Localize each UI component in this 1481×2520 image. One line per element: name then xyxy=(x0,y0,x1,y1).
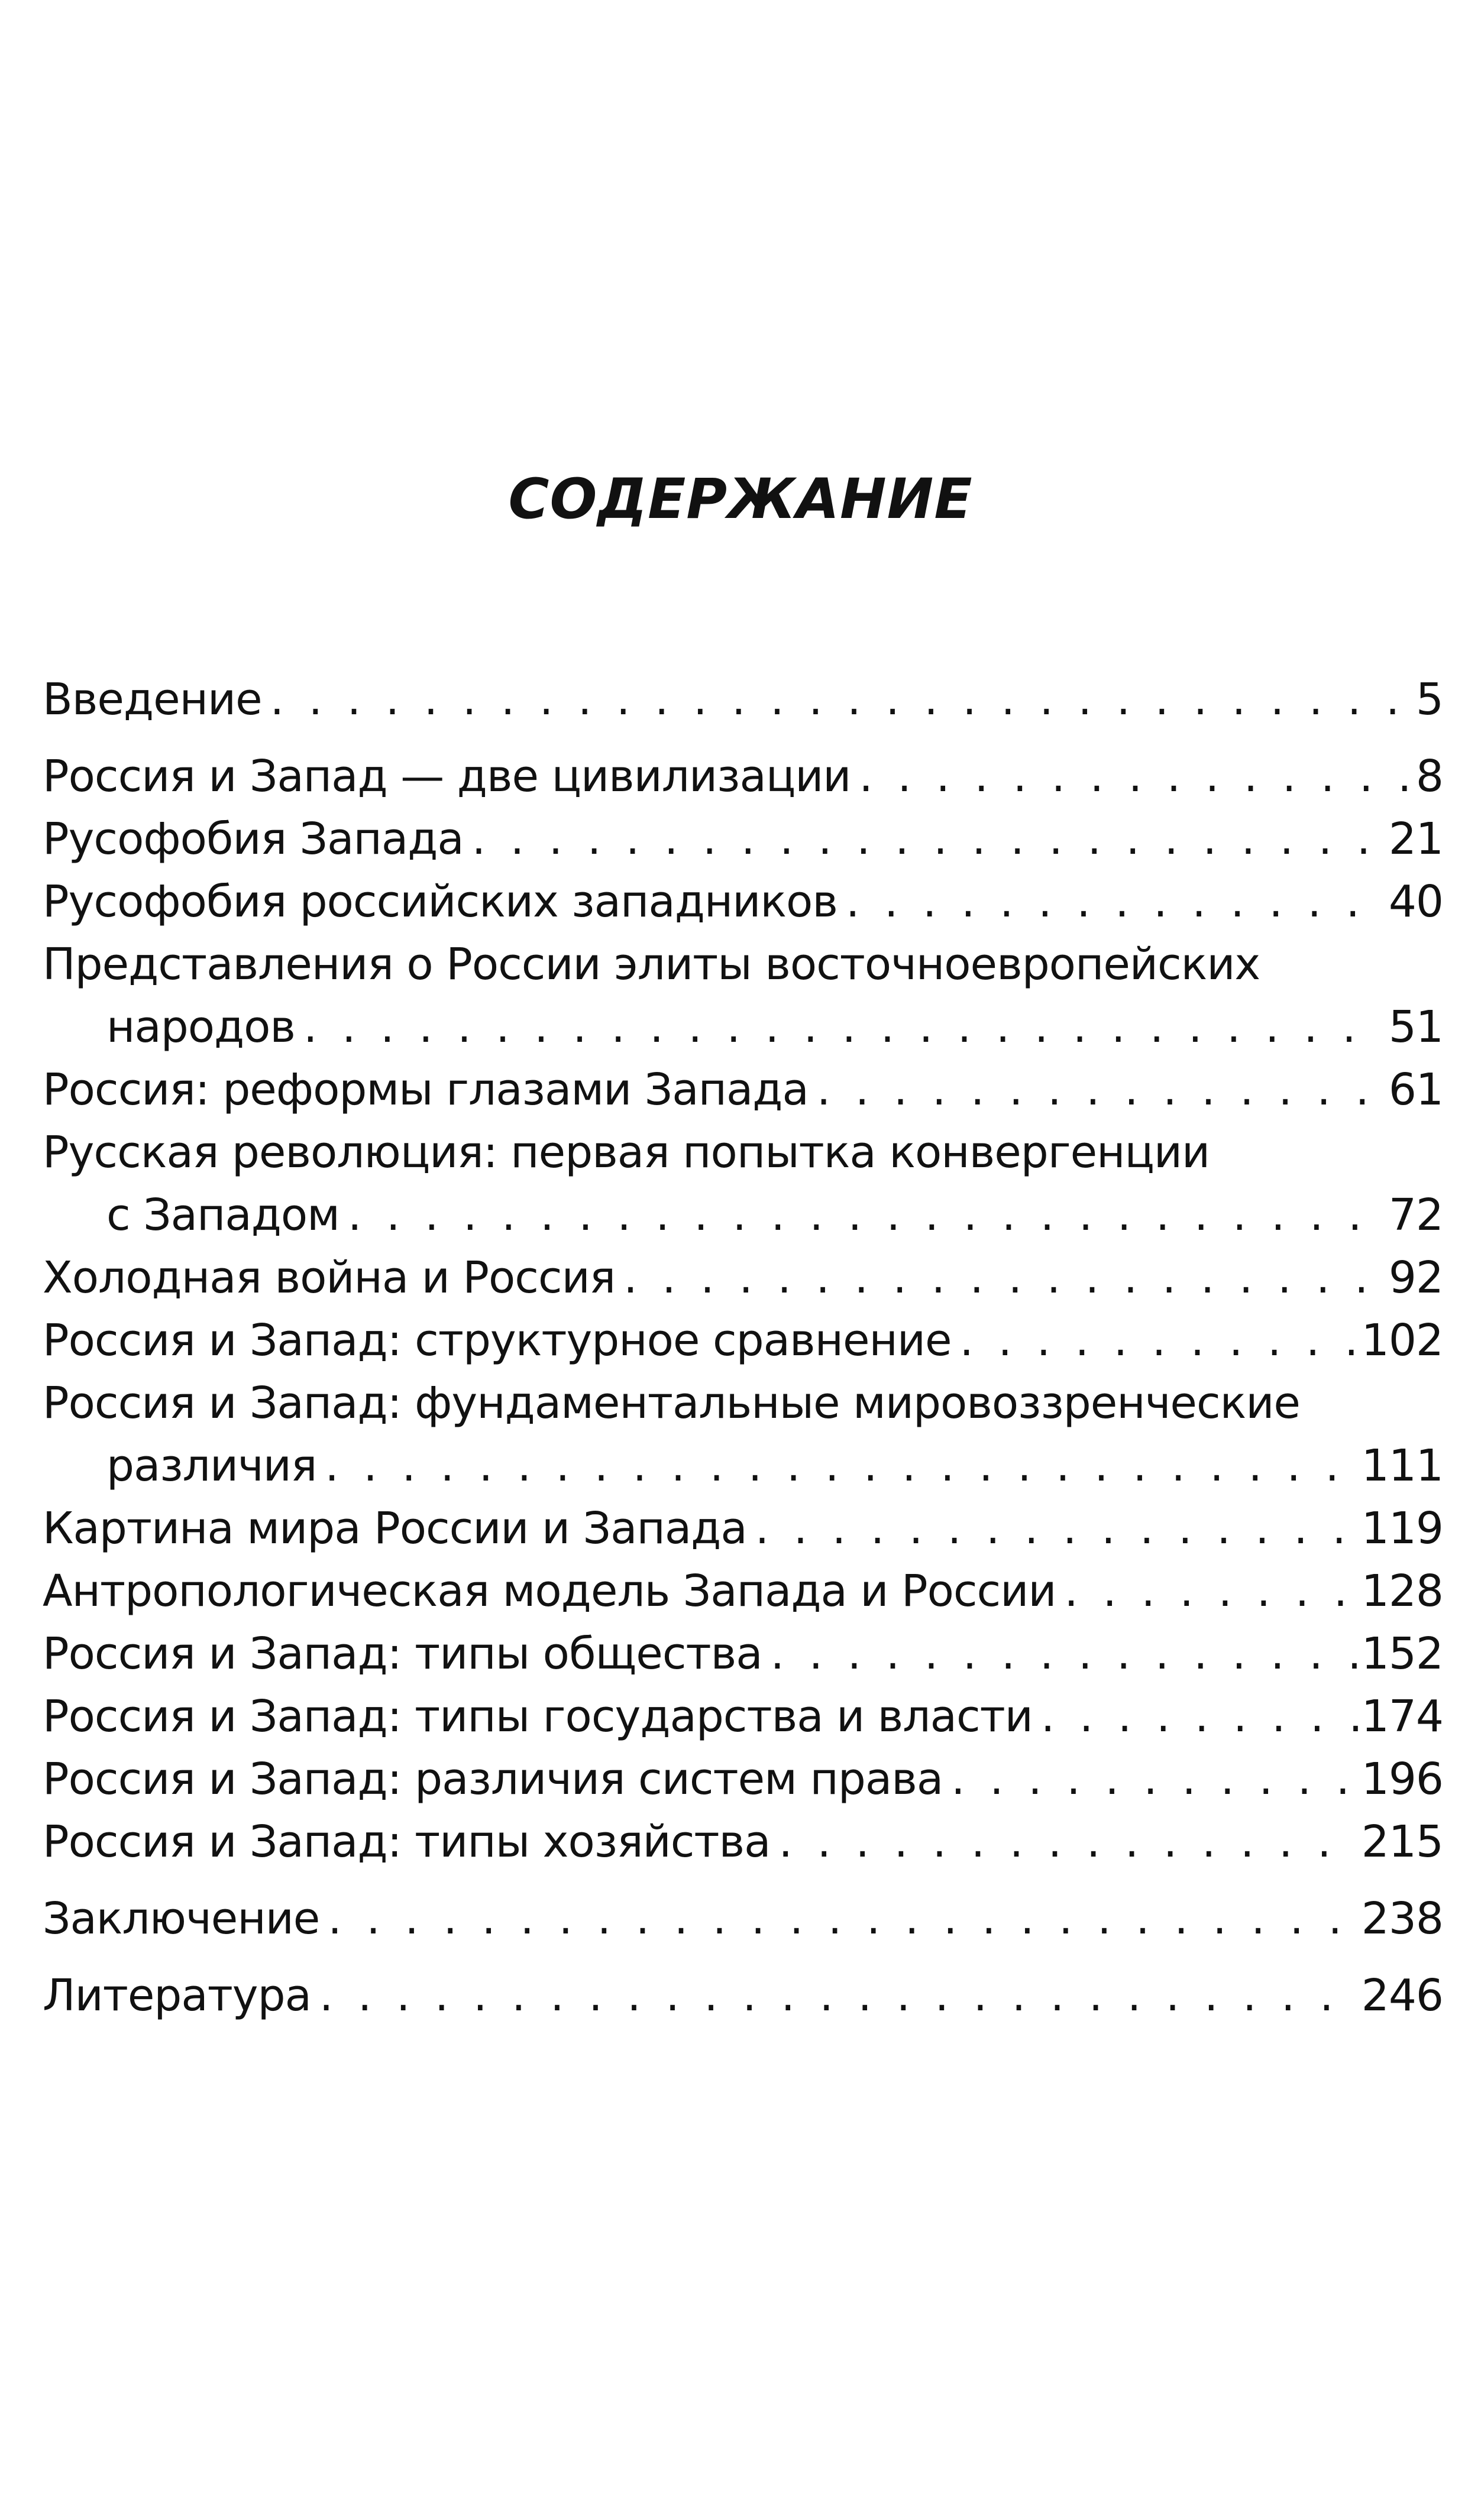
toc-entry-row xyxy=(43,1810,1443,1873)
toc-entry-title: Россия и Запад: фундаментальные мировоззренческие xyxy=(43,1378,1300,1429)
toc-entry-row xyxy=(43,668,1443,731)
toc-entry-title: Русофобия Запада xyxy=(43,814,464,864)
toc-page-number: 21 xyxy=(1388,814,1443,864)
toc-entry xyxy=(43,808,1443,870)
toc-entry-row xyxy=(43,1560,1443,1622)
toc-page-number: 111 xyxy=(1361,1440,1443,1491)
toc-entry-title: Россия и Запад: различия систем права xyxy=(43,1754,943,1805)
toc-page-number: 92 xyxy=(1388,1252,1443,1303)
toc-entry xyxy=(43,745,1443,808)
toc-entry-title: Россия и Запад: типы общества xyxy=(43,1628,762,1679)
dot-leader xyxy=(472,808,1385,870)
toc-entry-row xyxy=(43,808,1443,870)
toc-entry-title: Россия и Запад: типы государства и власти xyxy=(43,1691,1033,1742)
toc-entry xyxy=(43,668,1443,731)
toc-entry xyxy=(43,1372,1443,1497)
toc-entry xyxy=(43,1121,1443,1246)
toc-entry-row xyxy=(106,996,1443,1058)
dot-leader xyxy=(348,1184,1385,1246)
dot-leader xyxy=(778,1810,1357,1873)
toc-page-number: 215 xyxy=(1361,1816,1443,1867)
toc-page-number: 51 xyxy=(1388,1002,1443,1052)
toc-entry-title: Россия и Запад — две цивилизации xyxy=(43,751,851,802)
toc-entry-title: Представления о России элиты восточноевропейских xyxy=(43,939,1260,990)
toc-entry xyxy=(43,1685,1443,1748)
dot-leader xyxy=(951,1748,1358,1810)
toc-page-number: 246 xyxy=(1361,1970,1443,2021)
toc-entry xyxy=(43,1560,1443,1622)
toc-entry-row xyxy=(106,1434,1443,1497)
toc-entry xyxy=(43,1748,1443,1810)
dot-leader xyxy=(755,1497,1358,1560)
dot-leader xyxy=(817,1058,1385,1121)
dot-leader xyxy=(859,745,1412,808)
toc-page-number: 72 xyxy=(1388,1190,1443,1240)
dot-leader xyxy=(328,1887,1357,1950)
toc-entry xyxy=(43,1810,1443,1873)
toc-entry-title: Россия и Запад: типы хозяйства xyxy=(43,1816,771,1867)
toc-entry-row xyxy=(106,1184,1443,1246)
toc-page-number: 128 xyxy=(1361,1566,1443,1617)
toc-page-number: 196 xyxy=(1361,1754,1443,1805)
dot-leader xyxy=(846,870,1385,933)
table-of-contents xyxy=(43,668,1443,2027)
toc-entry xyxy=(43,1246,1443,1309)
toc-entry-title: Русская революция: первая попытка конвергенции xyxy=(43,1127,1210,1178)
dot-leader xyxy=(771,1622,1358,1685)
toc-entry-row xyxy=(43,1964,1443,2027)
toc-entry-row xyxy=(43,1497,1443,1560)
toc-entry-title: Введение xyxy=(43,674,262,725)
dot-leader xyxy=(623,1246,1385,1309)
dot-leader xyxy=(1041,1685,1358,1748)
toc-entry-row xyxy=(43,1058,1443,1121)
toc-entry-row xyxy=(43,745,1443,808)
toc-entry xyxy=(43,1622,1443,1685)
toc-entry-title: Россия и Запад: структурное сравнение xyxy=(43,1315,952,1366)
dot-leader xyxy=(960,1309,1358,1372)
toc-entry-title-continuation: народов xyxy=(106,1002,296,1052)
toc-entry xyxy=(43,1058,1443,1121)
dot-leader xyxy=(303,996,1385,1058)
toc-entry-title: Холодная война и Россия xyxy=(43,1252,616,1303)
toc-entry-row xyxy=(43,1622,1443,1685)
toc-entry-row xyxy=(43,870,1443,933)
dot-leader xyxy=(270,668,1412,731)
dot-leader xyxy=(325,1434,1357,1497)
toc-page-number: 61 xyxy=(1388,1064,1443,1115)
toc-entry-title: Литература xyxy=(43,1970,311,2021)
toc-entry-title: Антропологическая модель Запада и России xyxy=(43,1566,1056,1617)
toc-page-number: 174 xyxy=(1361,1691,1443,1742)
toc-entry xyxy=(43,1887,1443,1950)
toc-page-number: 5 xyxy=(1415,674,1443,725)
toc-entry-row xyxy=(43,1246,1443,1309)
toc-entry-row xyxy=(43,1309,1443,1372)
toc-entry-row xyxy=(43,1748,1443,1810)
toc-page-number: 152 xyxy=(1361,1628,1443,1679)
toc-page-number: 40 xyxy=(1388,876,1443,927)
toc-entry-title: Картина мира России и Запада xyxy=(43,1503,747,1554)
toc-entry-row xyxy=(43,1685,1443,1748)
dot-leader xyxy=(1064,1560,1357,1622)
toc-entry xyxy=(43,870,1443,933)
toc-entry-title: Заключение xyxy=(43,1893,320,1944)
toc-entry xyxy=(43,933,1443,1058)
page-title: СОДЕРЖАНИЕ xyxy=(508,467,973,532)
toc-entry-title: Русофобия российских западников xyxy=(43,876,837,927)
toc-page-number: 8 xyxy=(1415,751,1443,802)
toc-page-number: 102 xyxy=(1361,1315,1443,1366)
toc-entry xyxy=(43,1964,1443,2027)
toc-entry-title-continuation: различия xyxy=(106,1440,317,1491)
dot-leader xyxy=(319,1964,1358,2027)
toc-entry-title-continuation: с Западом xyxy=(106,1190,339,1240)
toc-entry-row xyxy=(43,1887,1443,1950)
toc-page-number: 119 xyxy=(1361,1503,1443,1554)
toc-entry xyxy=(43,1309,1443,1372)
toc-entry xyxy=(43,1497,1443,1560)
toc-page-number: 238 xyxy=(1361,1893,1443,1944)
toc-entry-title: Россия: реформы глазами Запада xyxy=(43,1064,809,1115)
